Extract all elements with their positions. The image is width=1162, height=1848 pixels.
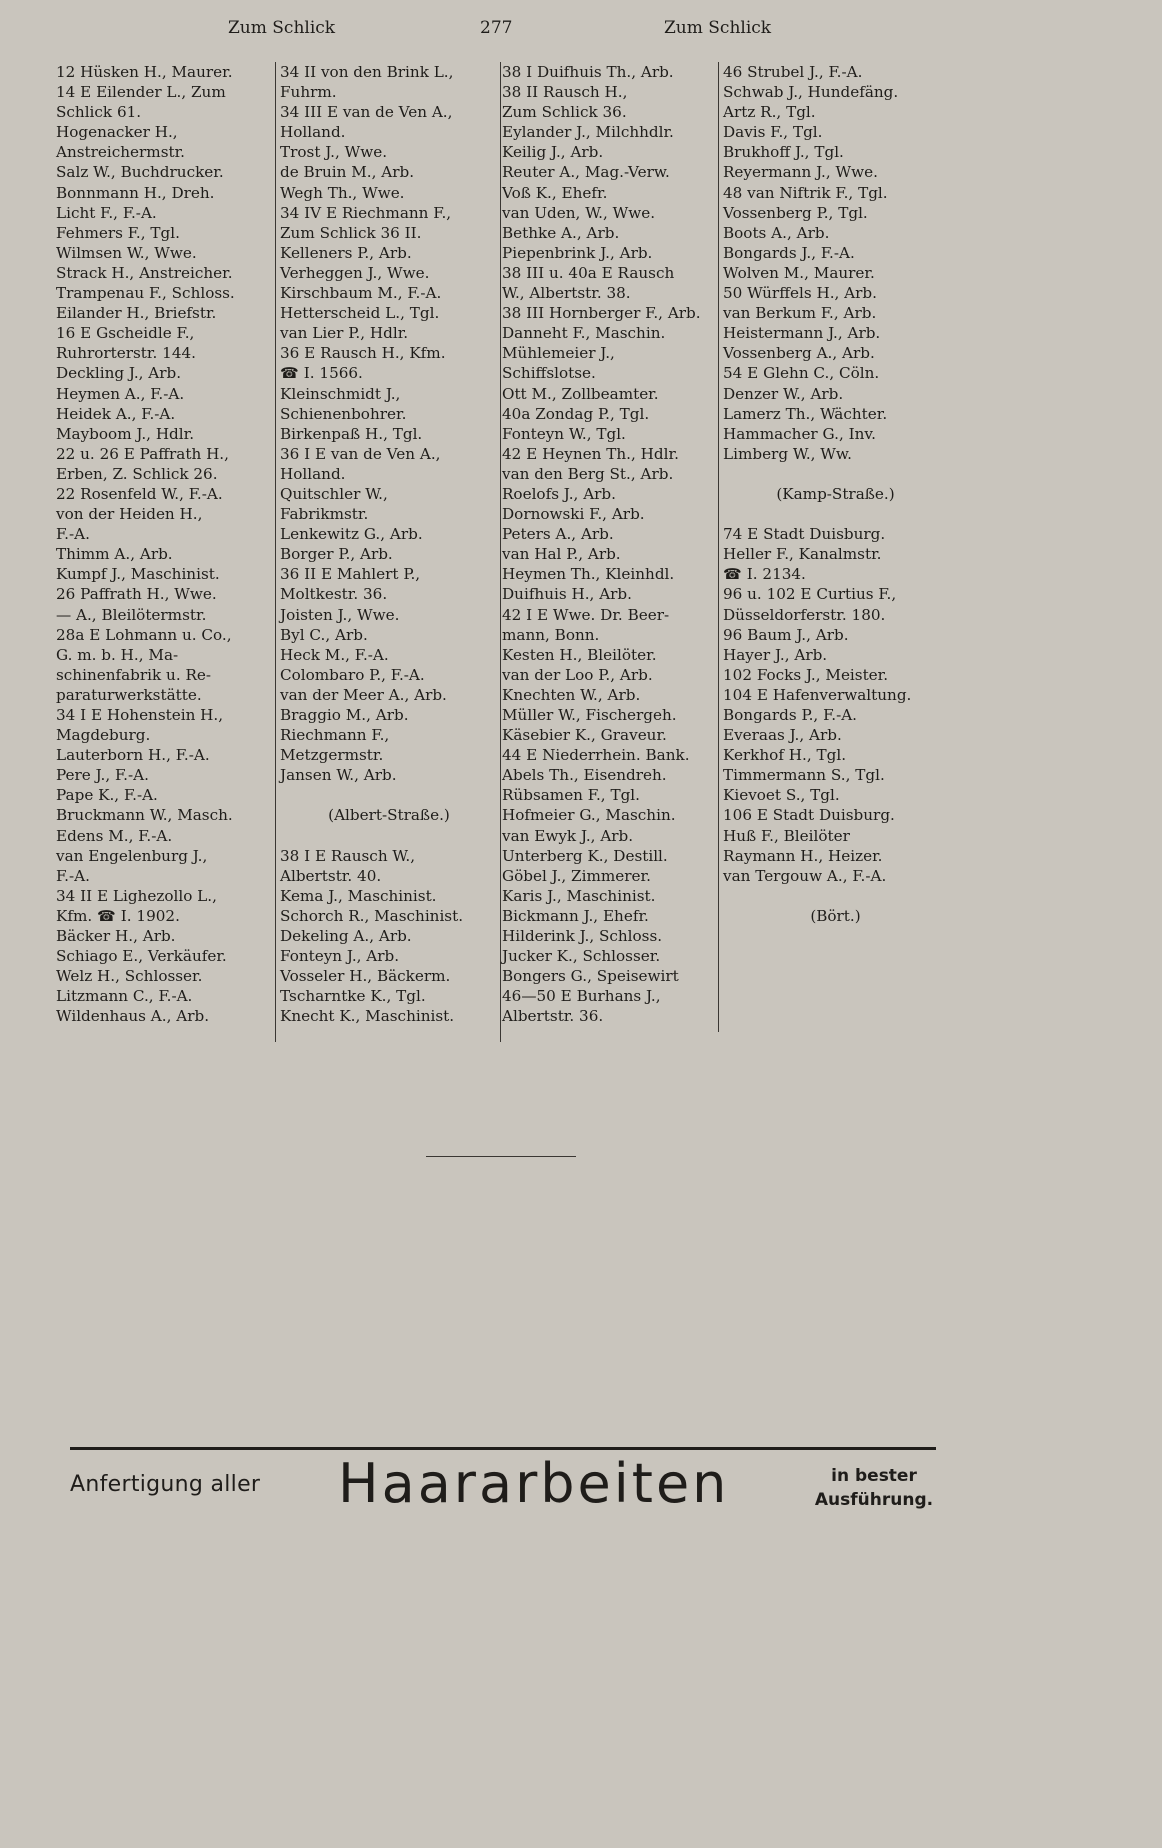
- directory-entry-line: Heymen Th., Kleinhdl.: [502, 565, 675, 584]
- directory-entry-line: F.-A.: [56, 525, 90, 544]
- directory-entry-line: Anstreichermstr.: [56, 143, 186, 162]
- directory-entry-line: Schiago E., Verkäufer.: [56, 947, 227, 966]
- directory-entry-line: Hilderink J., Schloss.: [502, 927, 663, 946]
- directory-entry-line: Hofmeier G., Maschin.: [502, 806, 676, 825]
- directory-entry-line: Fehmers F., Tgl.: [56, 223, 180, 242]
- directory-entry-line: Fabrikmstr.: [280, 505, 369, 524]
- directory-entry-line: 36 II E Mahlert P.,: [280, 565, 421, 584]
- directory-entry-line: — A., Bleilötermstr.: [56, 605, 207, 624]
- directory-entry-line: Fonteyn W., Tgl.: [502, 424, 626, 443]
- directory-entry-line: Jucker K., Schlosser.: [502, 947, 661, 966]
- directory-entry-line: 40a Zondag P., Tgl.: [502, 404, 650, 423]
- directory-entry-line: van Ewyk J., Arb.: [502, 826, 634, 845]
- directory-entry-line: Vosseler H., Bäckerm.: [280, 967, 451, 986]
- directory-entry-line: Zum Schlick 36.: [502, 103, 627, 122]
- section-end-rule: [426, 1156, 576, 1157]
- directory-entry-line: 14 E Eilender L., Zum: [56, 83, 226, 102]
- column-divider: [718, 62, 719, 1032]
- directory-entry-line: Denzer W., Arb.: [723, 384, 844, 403]
- running-head-right: Zum Schlick: [664, 18, 772, 38]
- directory-entry-line: W., Albertstr. 38.: [502, 284, 631, 303]
- directory-entry-line: Wegh Th., Wwe.: [280, 183, 405, 202]
- directory-entry-line: Fonteyn J., Arb.: [280, 947, 400, 966]
- directory-entry-line: Licht F., F.-A.: [56, 203, 157, 222]
- directory-entry-line: 44 E Niederrhein. Bank.: [502, 746, 690, 765]
- directory-entry-line: Erben, Z. Schlick 26.: [56, 464, 218, 483]
- directory-column-2: [280, 62, 498, 1027]
- directory-entry-line: Käsebier K., Graveur.: [502, 726, 667, 745]
- directory-entry-line: van den Berg St., Arb.: [502, 464, 674, 483]
- directory-entry-line: ☎ I. 2134.: [723, 565, 806, 584]
- directory-entry-line: Everaas J., Arb.: [723, 726, 842, 745]
- directory-column-1: [56, 62, 271, 1027]
- directory-entry-line: Kesten H., Bleilöter.: [502, 645, 657, 664]
- directory-entry-line: [723, 464, 948, 484]
- directory-entry-line: Hammacher G., Inv.: [723, 424, 876, 443]
- directory-entry-line: Peters A., Arb.: [502, 525, 614, 544]
- directory-entry-line: Bruckmann W., Masch.: [56, 806, 233, 825]
- directory-entry-line: van Engelenburg J.,: [56, 846, 208, 865]
- directory-entry-line: Borger P., Arb.: [280, 545, 393, 564]
- directory-entry-line: Heidek A., F.-A.: [56, 404, 176, 423]
- ad-right-line-1: in bester: [831, 1466, 917, 1486]
- directory-entry-line: de Bruin M., Arb.: [280, 163, 415, 182]
- directory-entry-line: Danneht F., Maschin.: [502, 324, 666, 343]
- directory-entry-line: Holland.: [280, 123, 346, 142]
- directory-entry-line: G. m. b. H., Ma-: [56, 645, 179, 664]
- directory-entry-line: Karis J., Maschinist.: [502, 886, 656, 905]
- directory-entry-line: Hogenacker H.,: [56, 123, 178, 142]
- directory-entry-line: Holland.: [280, 464, 346, 483]
- directory-entry-line: Heck M., F.-A.: [280, 645, 389, 664]
- directory-entry-line: [723, 886, 948, 906]
- directory-entry-line: 12 Hüsken H., Maurer.: [56, 63, 233, 81]
- page-number: 277: [480, 18, 513, 38]
- directory-entry-line: Trost J., Wwe.: [280, 143, 388, 162]
- directory-entry-line: [723, 504, 948, 524]
- directory-entry-line: Birkenpaß H., Tgl.: [280, 424, 423, 443]
- directory-entry-line: 34 II von den Brink L.,: [280, 63, 454, 81]
- directory-column-4: [723, 62, 948, 926]
- directory-entry-line: Bongers G., Speisewirt: [502, 967, 679, 986]
- directory-entry-line: Metzgermstr.: [280, 746, 384, 765]
- directory-entry-line: Heymen A., F.-A.: [56, 384, 185, 403]
- directory-entry-line: mann, Bonn.: [502, 625, 600, 644]
- directory-entry-line: Bonnmann H., Dreh.: [56, 183, 215, 202]
- directory-entry-line: 34 IV E Riechmann F.,: [280, 203, 452, 222]
- directory-entry-line: Unterberg K., Destill.: [502, 846, 668, 865]
- directory-entry-line: Knechten W., Arb.: [502, 685, 641, 704]
- directory-entry-line: Jansen W., Arb.: [280, 766, 397, 785]
- directory-entry-line: 22 Rosenfeld W., F.-A.: [56, 484, 223, 503]
- directory-entry-line: Brukhoff J., Tgl.: [723, 143, 844, 162]
- directory-entry-line: Müller W., Fischergeh.: [502, 706, 677, 724]
- directory-entry-line: 36 I E van de Ven A.,: [280, 444, 441, 463]
- directory-entry-line: Bethke A., Arb.: [502, 223, 620, 242]
- directory-entry-line: Reuter A., Mag.-Verw.: [502, 163, 670, 182]
- directory-entry-line: Kerkhof H., Tgl.: [723, 746, 847, 765]
- directory-entry-line: 104 E Hafenverwaltung.: [723, 685, 912, 704]
- running-head-left: Zum Schlick: [228, 18, 336, 38]
- directory-entry-line: Kfm. ☎ I. 1902.: [56, 906, 180, 925]
- directory-entry-line: Bongards P., F.-A.: [723, 706, 858, 724]
- directory-entry-line: Verheggen J., Wwe.: [280, 263, 430, 282]
- directory-entry-line: Düsseldorferstr. 180.: [723, 605, 886, 624]
- directory-entry-line: Magdeburg.: [56, 726, 151, 745]
- directory-entry-line: 54 E Glehn C., Cöln.: [723, 364, 880, 383]
- directory-entry-line: Mühlemeier J.,: [502, 344, 615, 363]
- directory-entry-line: van der Loo P., Arb.: [502, 665, 653, 684]
- directory-entry-line: Albertstr. 36.: [502, 1007, 604, 1026]
- ad-right-text: [812, 1464, 936, 1512]
- directory-entry-line: Kema J., Maschinist.: [280, 886, 437, 905]
- directory-entry-line: 38 III Hornberger F., Arb.: [502, 304, 701, 323]
- directory-entry-line: Wilmsen W., Wwe.: [56, 243, 197, 262]
- directory-entry-line: Ruhrorterstr. 144.: [56, 344, 196, 363]
- directory-entry-line: Piepenbrink J., Arb.: [502, 243, 653, 262]
- directory-entry-line: paraturwerkstätte.: [56, 685, 202, 704]
- directory-entry-line: Lamerz Th., Wächter.: [723, 404, 888, 423]
- directory-entry-line: [280, 785, 498, 805]
- directory-entry-line: 50 Würffels H., Arb.: [723, 284, 877, 303]
- directory-entry-line: van Lier P., Hdlr.: [280, 324, 409, 343]
- directory-entry-line: 28a E Lohmann u. Co.,: [56, 625, 232, 644]
- directory-entry-line: Edens M., F.-A.: [56, 826, 173, 845]
- directory-entry-line: Lenkewitz G., Arb.: [280, 525, 423, 544]
- directory-entry-line: Mayboom J., Hdlr.: [56, 424, 195, 443]
- directory-entry-line: van der Meer A., Arb.: [280, 685, 447, 704]
- directory-entry-line: ☎ I. 1566.: [280, 364, 363, 383]
- directory-entry-line: 22 u. 26 E Paffrath H.,: [56, 444, 229, 463]
- directory-entry-line: Kleinschmidt J.,: [280, 384, 401, 403]
- directory-entry-line: Hetterscheid L., Tgl.: [280, 304, 440, 323]
- directory-entry-line: Duifhuis H., Arb.: [502, 585, 632, 604]
- directory-entry-line: 42 E Heynen Th., Hdlr.: [502, 444, 679, 463]
- directory-entry-line: (Kamp-Straße.): [776, 484, 895, 503]
- directory-entry-line: Dornowski F., Arb.: [502, 505, 645, 524]
- directory-entry-line: 102 Focks J., Meister.: [723, 665, 889, 684]
- directory-entry-line: Zum Schlick 36 II.: [280, 223, 422, 242]
- directory-entry-line: Voß K., Ehefr.: [502, 183, 608, 202]
- directory-entry-line: Kirschbaum M., F.-A.: [280, 284, 442, 303]
- directory-entry-line: Wildenhaus A., Arb.: [56, 1007, 210, 1026]
- directory-entry-line: Litzmann C., F.-A.: [56, 987, 193, 1006]
- directory-entry-line: Welz H., Schlosser.: [56, 967, 203, 986]
- directory-entry-line: Rübsamen F., Tgl.: [502, 786, 640, 805]
- directory-entry-line: Huß F., Bleilöter: [723, 826, 850, 845]
- directory-entry-line: Quitschler W.,: [280, 484, 388, 503]
- directory-entry-line: Trampenau F., Schloss.: [56, 284, 235, 303]
- directory-entry-line: 34 I E Hohenstein H.,: [56, 706, 224, 724]
- directory-entry-line: Heistermann J., Arb.: [723, 324, 881, 343]
- directory-entry-line: Vossenberg P., Tgl.: [723, 203, 868, 222]
- directory-entry-line: von der Heiden H.,: [56, 505, 203, 524]
- directory-entry-line: van Hal P., Arb.: [502, 545, 621, 564]
- directory-entry-line: Eylander J., Milchhdlr.: [502, 123, 674, 142]
- directory-entry-line: Strack H., Anstreicher.: [56, 263, 233, 282]
- directory-entry-line: Boots A., Arb.: [723, 223, 830, 242]
- directory-entry-line: [280, 826, 498, 846]
- directory-entry-line: Reyermann J., Wwe.: [723, 163, 878, 182]
- directory-entry-line: van Berkum F., Arb.: [723, 304, 877, 323]
- directory-entry-line: 26 Paffrath H., Wwe.: [56, 585, 217, 604]
- directory-entry-line: Ott M., Zollbeamter.: [502, 384, 659, 403]
- directory-entry-line: 74 E Stadt Duisburg.: [723, 525, 886, 544]
- directory-entry-line: Schienenbohrer.: [280, 404, 407, 423]
- directory-entry-line: 38 I Duifhuis Th., Arb.: [502, 63, 674, 81]
- directory-entry-line: 38 I E Rausch W.,: [280, 846, 416, 865]
- directory-entry-line: schinenfabrik u. Re-: [56, 665, 212, 684]
- directory-entry-line: Pere J., F.-A.: [56, 766, 149, 785]
- directory-entry-line: Schiffslotse.: [502, 364, 596, 383]
- directory-entry-line: 46—50 E Burhans J.,: [502, 987, 661, 1006]
- directory-entry-line: F.-A.: [56, 866, 90, 885]
- directory-entry-line: Raymann H., Heizer.: [723, 846, 883, 865]
- directory-entry-line: 38 III u. 40a E Rausch: [502, 263, 675, 282]
- directory-entry-line: 96 u. 102 E Curtius F.,: [723, 585, 897, 604]
- directory-entry-line: Schorch R., Maschinist.: [280, 906, 464, 925]
- column-divider: [275, 62, 276, 1042]
- directory-entry-line: 46 Strubel J., F.-A.: [723, 63, 863, 81]
- directory-entry-line: Kelleners P., Arb.: [280, 243, 412, 262]
- directory-entry-line: (Albert-Straße.): [328, 806, 450, 825]
- directory-entry-line: Artz R., Tgl.: [723, 103, 816, 122]
- directory-entry-line: Dekeling A., Arb.: [280, 927, 412, 946]
- directory-entry-line: Pape K., F.-A.: [56, 786, 158, 805]
- directory-entry-line: 34 II E Lighezollo L.,: [56, 886, 217, 905]
- directory-entry-line: Lauterborn H., F.-A.: [56, 746, 210, 765]
- directory-entry-line: Timmermann S., Tgl.: [723, 766, 885, 785]
- directory-entry-line: Limberg W., Ww.: [723, 444, 852, 463]
- column-divider: [500, 62, 501, 1042]
- directory-entry-line: Keilig J., Arb.: [502, 143, 604, 162]
- directory-entry-line: Knecht K., Maschinist.: [280, 1007, 455, 1026]
- directory-entry-line: Davis F., Tgl.: [723, 123, 823, 142]
- directory-entry-line: Albertstr. 40.: [280, 866, 382, 885]
- directory-entry-line: Hayer J., Arb.: [723, 645, 828, 664]
- ad-left-text: Anfertigung aller: [70, 1472, 261, 1497]
- directory-entry-line: Kievoet S., Tgl.: [723, 786, 840, 805]
- directory-entry-line: van Tergouw A., F.-A.: [723, 866, 887, 885]
- directory-entry-line: Fuhrm.: [280, 83, 337, 102]
- directory-entry-line: Roelofs J., Arb.: [502, 484, 616, 503]
- directory-entry-line: 106 E Stadt Duisburg.: [723, 806, 895, 825]
- advertisement: [70, 1452, 936, 1528]
- directory-entry-line: van Uden, W., Wwe.: [502, 203, 656, 222]
- directory-entry-line: Schwab J., Hundefäng.: [723, 83, 899, 102]
- directory-entry-line: Byl C., Arb.: [280, 625, 368, 644]
- directory-entry-line: Braggio M., Arb.: [280, 706, 409, 724]
- directory-entry-line: 96 Baum J., Arb.: [723, 625, 849, 644]
- directory-entry-line: Tscharntke K., Tgl.: [280, 987, 426, 1006]
- directory-entry-line: Vossenberg A., Arb.: [723, 344, 875, 363]
- directory-entry-line: Abels Th., Eisendreh.: [502, 766, 667, 785]
- directory-entry-line: 36 E Rausch H., Kfm.: [280, 344, 446, 363]
- directory-entry-line: Thimm A., Arb.: [56, 545, 173, 564]
- directory-entry-line: 34 III E van de Ven A.,: [280, 103, 453, 122]
- directory-entry-line: Wolven M., Maurer.: [723, 263, 875, 282]
- ad-headline: Haararbeiten: [338, 1452, 730, 1515]
- directory-entry-line: 16 E Gscheidle F.,: [56, 324, 195, 343]
- directory-entry-line: Bäcker H., Arb.: [56, 927, 176, 946]
- directory-entry-line: Joisten J., Wwe.: [280, 605, 400, 624]
- directory-entry-line: Bongards J., F.-A.: [723, 243, 855, 262]
- directory-entry-line: Eilander H., Briefstr.: [56, 304, 217, 323]
- directory-entry-line: Kumpf J., Maschinist.: [56, 565, 220, 584]
- page-header: [0, 18, 986, 44]
- directory-entry-line: 38 II Rausch H.,: [502, 83, 628, 102]
- directory-entry-line: Riechmann F.,: [280, 726, 390, 745]
- directory-entry-line: Heller F., Kanalmstr.: [723, 545, 882, 564]
- directory-entry-line: Colombaro P., F.-A.: [280, 665, 425, 684]
- advertisement-rule: [70, 1447, 936, 1450]
- directory-entry-line: 42 I E Wwe. Dr. Beer-: [502, 605, 670, 624]
- directory-entry-line: Bickmann J., Ehefr.: [502, 906, 649, 925]
- ad-right-line-2: Ausführung.: [814, 1490, 934, 1510]
- directory-entry-line: Salz W., Buchdrucker.: [56, 163, 224, 182]
- directory-entry-line: 48 van Niftrik F., Tgl.: [723, 183, 888, 202]
- directory-entry-line: (Bört.): [810, 906, 861, 925]
- directory-entry-line: Deckling J., Arb.: [56, 364, 182, 383]
- directory-column-3: [502, 62, 716, 1027]
- directory-entry-line: Schlick 61.: [56, 103, 142, 122]
- directory-entry-line: Moltkestr. 36.: [280, 585, 388, 604]
- directory-entry-line: Göbel J., Zimmerer.: [502, 866, 651, 885]
